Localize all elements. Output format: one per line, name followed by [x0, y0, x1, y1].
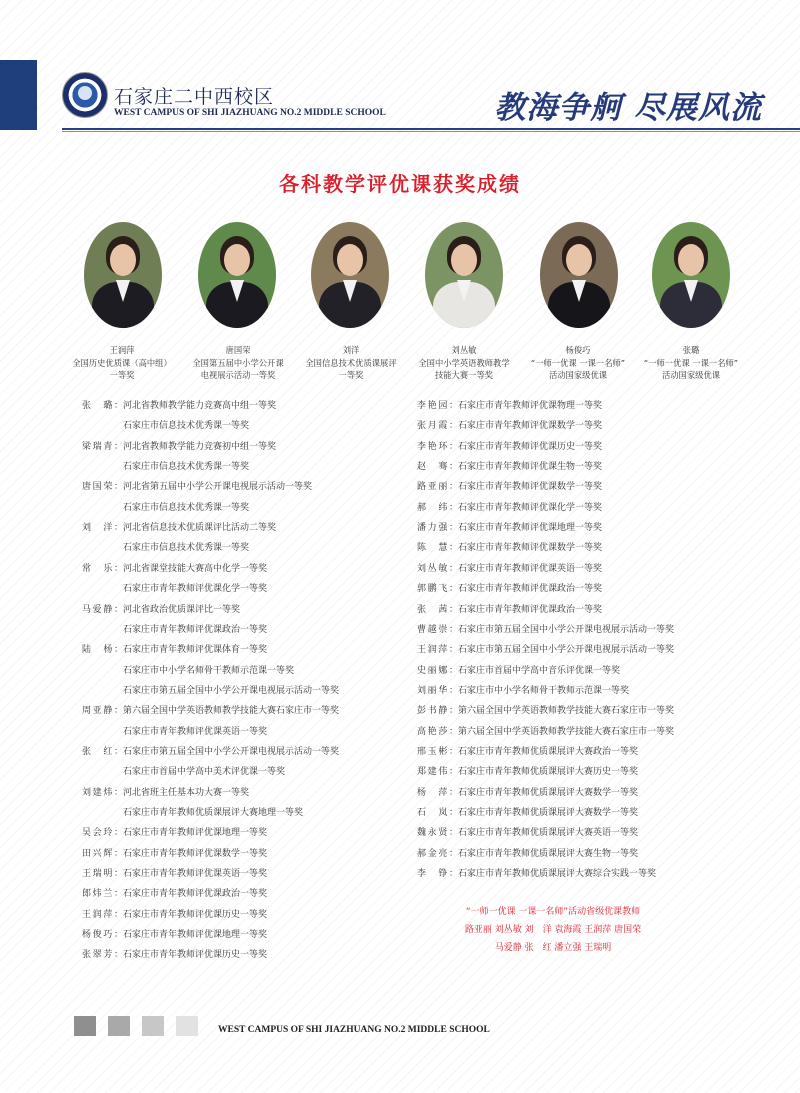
award-row: [417, 542, 602, 554]
portrait-caption: [401, 344, 527, 382]
portrait-caption: [59, 344, 185, 382]
award-teacher-name: 郝 纬：: [417, 502, 458, 513]
award-description: 石家庄市青年教师评优课数学一等奖: [123, 848, 268, 859]
award-teacher-name: 吴会玲：: [82, 828, 123, 839]
award-teacher-name: 高艳莎：: [417, 726, 458, 737]
award-row: [82, 400, 276, 412]
portrait-award-line: 全国信息技术优质课展评: [305, 357, 397, 368]
award-description: 石家庄市青年教师评优课数学一等奖: [458, 482, 603, 493]
award-description: 河北省教师教学能力竞赛初中组一等奖: [123, 441, 277, 452]
award-description: 石家庄市青年教师评优课英语一等奖: [123, 726, 268, 737]
portrait-caption: [515, 344, 641, 382]
award-description: 第六届全国中学英语教师教学技能大赛石家庄市一等奖: [458, 706, 675, 717]
award-teacher-name: 王润萍：: [417, 645, 458, 656]
award-row: [82, 807, 303, 819]
header-accent-bar: [0, 60, 37, 130]
portrait-award-line: 一等奖: [109, 370, 135, 380]
award-row: [417, 807, 638, 819]
award-teacher-name: 张 茜：: [417, 604, 458, 615]
award-teacher-name: 李 铮：: [417, 869, 458, 880]
award-description: 石家庄市中小学名师骨干教师示范课一等奖: [458, 685, 630, 696]
award-description: 石家庄市青年教师评优课地理一等奖: [458, 523, 603, 534]
award-row: [417, 644, 674, 656]
award-row: [82, 461, 249, 473]
school-logo: [62, 72, 108, 118]
portrait-photo: [84, 222, 162, 328]
footer-square: [74, 1016, 96, 1036]
portrait-photo: [311, 222, 389, 328]
award-row: [417, 726, 674, 738]
award-row: [417, 827, 638, 839]
portrait-name: 刘洋: [342, 345, 360, 355]
portrait-photo: [540, 222, 618, 328]
footer-square: [142, 1016, 164, 1036]
award-teacher-name: 赵 骞：: [417, 462, 458, 473]
portrait-award-line: 活动国家级优课: [548, 370, 608, 380]
award-teacher-name: 郭鹏飞：: [417, 584, 458, 595]
award-description: 河北省班主任基本功大赛一等奖: [123, 787, 250, 798]
award-description: 石家庄市青年教师优质课展评大赛历史一等奖: [458, 767, 639, 778]
award-description: 河北省第五届中小学公开课电视展示活动一等奖: [123, 482, 313, 493]
award-teacher-name: 路亚丽：: [417, 482, 458, 493]
award-teacher-name: 刘建炜：: [82, 787, 123, 798]
award-teacher-name: 曹越崇：: [417, 624, 458, 635]
award-description: 石家庄市青年教师评优课数学一等奖: [458, 543, 603, 554]
portrait-name: 唐国荣: [225, 345, 251, 355]
award-description: 石家庄市青年教师优质课展评大赛地理一等奖: [123, 808, 304, 818]
award-row: [82, 909, 267, 921]
award-description: 河北省政治优质课评比一等奖: [123, 604, 241, 615]
award-teacher-name: 李艳园：: [417, 401, 458, 411]
award-teacher-name: 杨 萍：: [417, 787, 458, 798]
award-description: 石家庄市青年教师优质课展评大赛数学一等奖: [458, 787, 639, 798]
portrait-photo: [198, 222, 276, 328]
award-description: 第六届全国中学英语教师教学技能大赛石家庄市一等奖: [458, 726, 675, 737]
header-divider: [62, 128, 800, 130]
award-description: 石家庄市青年教师优质课展评大赛英语一等奖: [458, 828, 639, 839]
footer-school-name: WEST CAMPUS OF SHI JIAZHUANG NO.2 MIDDLE SCHOOL: [218, 1025, 490, 1035]
award-row: [417, 685, 629, 697]
award-description: 石家庄市青年教师评优课数学一等奖: [458, 421, 603, 432]
award-row: [82, 848, 267, 860]
footer-square: [176, 1016, 198, 1036]
award-teacher-name: 张月霞：: [417, 421, 458, 432]
award-description: 石家庄市青年教师评优课英语一等奖: [123, 869, 268, 880]
award-row: [417, 746, 638, 758]
award-description: 石家庄市青年教师评优课化学一等奖: [458, 502, 603, 513]
award-row: [417, 563, 602, 575]
award-teacher-name: 王瑞明：: [82, 869, 123, 880]
award-description: 石家庄市青年教师评优课历史一等奖: [123, 909, 268, 920]
award-teacher-name: 刘丽华：: [417, 685, 458, 696]
award-description: 石家庄市青年教师评优课体育一等奖: [123, 645, 268, 656]
award-row: [82, 888, 267, 900]
award-row: [417, 461, 602, 473]
award-description: 石家庄市青年教师优质课展评大赛政治一等奖: [458, 746, 639, 757]
portrait-caption: [175, 344, 301, 382]
award-description: 石家庄市信息技术优秀课一等奖: [123, 502, 250, 513]
award-teacher-name: 郝金亮：: [417, 848, 458, 859]
award-description: 石家庄市第五届全国中小学公开课电视展示活动一等奖: [458, 645, 675, 656]
award-row: [417, 522, 602, 534]
school-name-en: WEST CAMPUS OF SHI JIAZHUANG NO.2 MIDDLE SCHOOL: [114, 108, 386, 118]
award-row: [82, 929, 267, 941]
award-teacher-name: 魏永贤：: [417, 828, 458, 839]
award-description: 石家庄市中小学名师骨干教师示范课一等奖: [123, 665, 295, 676]
award-row: [82, 441, 276, 453]
portrait-caption: [288, 344, 414, 382]
portrait-name: 刘丛敏: [451, 345, 477, 355]
portrait-award-line: 一等奖: [338, 370, 364, 380]
award-row: [82, 644, 267, 656]
award-row: [82, 827, 267, 839]
award-teacher-name: 潘力强：: [417, 523, 458, 534]
award-row: [82, 705, 339, 717]
award-teacher-name: 郎炜兰：: [82, 889, 123, 900]
award-description: 石家庄市青年教师优质课展评大赛综合实践一等奖: [458, 869, 657, 880]
award-teacher-name: 杨俊巧：: [82, 930, 123, 941]
award-row: [82, 726, 267, 738]
portrait-award-line: “一师一优课 一课一名师”: [530, 357, 626, 368]
award-teacher-name: 张 璐：: [82, 401, 123, 411]
header-divider-thin: [62, 131, 800, 132]
award-row: [82, 583, 267, 595]
award-row: [417, 848, 638, 860]
award-row: [417, 583, 602, 595]
award-description: 河北省课堂技能大赛高中化学一等奖: [123, 563, 268, 574]
award-description: 石家庄市青年教师评优课政治一等奖: [123, 889, 268, 900]
award-description: 石家庄市青年教师评优课历史一等奖: [458, 441, 603, 452]
award-teacher-name: 邢玉彬：: [417, 746, 458, 757]
award-description: 石家庄市信息技术优秀课一等奖: [123, 462, 250, 473]
award-description: 石家庄市首届中学高中美术评优课一等奖: [123, 767, 286, 778]
award-teacher-name: 梁瑞青：: [82, 441, 123, 452]
award-row: [82, 766, 285, 778]
award-row: [417, 624, 674, 636]
award-row: [82, 665, 294, 677]
portrait-award-line: 全国第五届中小学公开课: [192, 357, 284, 368]
award-row: [82, 563, 267, 575]
award-teacher-name: 石 岚：: [417, 808, 458, 818]
award-row: [82, 685, 339, 697]
award-description: 石家庄市青年教师优质课展评大赛数学一等奖: [458, 808, 639, 818]
award-row: [82, 542, 249, 554]
award-row: [417, 481, 602, 493]
award-teacher-name: 马爱静：: [82, 604, 123, 615]
award-description: 河北省教师教学能力竞赛高中组一等奖: [123, 401, 277, 411]
portrait-award-line: 活动国家级优课: [661, 370, 721, 380]
award-row: [82, 624, 267, 636]
portrait-photo: [652, 222, 730, 328]
slogan: 教海争舸 尽展风流: [494, 90, 762, 126]
award-row: [82, 949, 267, 961]
award-row: [417, 604, 602, 616]
award-row: [417, 420, 602, 432]
award-description: 石家庄市青年教师评优课生物一等奖: [458, 462, 603, 473]
award-teacher-name: 张翠芳：: [82, 950, 123, 961]
award-teacher-name: 王润萍：: [82, 909, 123, 920]
award-teacher-name: 田兴辉：: [82, 848, 123, 859]
school-name-cn: 石家庄二中西校区: [114, 86, 275, 108]
award-description: 石家庄市第五届全国中小学公开课电视展示活动一等奖: [123, 746, 340, 757]
award-row: [417, 400, 602, 412]
portrait-photo: [425, 222, 503, 328]
award-row: [82, 481, 312, 493]
award-description: 石家庄市青年教师评优课英语一等奖: [458, 563, 603, 574]
award-row: [82, 746, 339, 758]
award-row: [82, 522, 276, 534]
award-row: [417, 441, 602, 453]
award-row: [417, 787, 638, 799]
special-title: “一师一优课 一课一名师”活动省级优课教师: [465, 907, 641, 917]
award-teacher-name: 张 红：: [82, 746, 123, 757]
portrait-award-line: 全国历史优质课（高中组）: [72, 357, 172, 368]
award-row: [417, 502, 602, 514]
award-teacher-name: 陈 慧：: [417, 543, 458, 554]
award-row: [417, 705, 674, 717]
portrait-award-line: “一师一优课 一课一名师”: [643, 357, 739, 368]
award-teacher-name: 李艳环：: [417, 441, 458, 452]
award-description: 石家庄市青年教师评优课历史一等奖: [123, 950, 268, 961]
portrait-award-line: 全国中小学英语教师教学: [418, 357, 510, 368]
portrait-award-line: 技能大赛一等奖: [434, 370, 494, 380]
award-description: 石家庄市青年教师评优课化学一等奖: [123, 584, 268, 595]
portrait-caption: [628, 344, 754, 382]
award-description: 石家庄市青年教师评优课政治一等奖: [458, 604, 603, 615]
award-description: 河北省信息技术优质课评比活动二等奖: [123, 523, 277, 534]
award-description: 石家庄市第五届全国中小学公开课电视展示活动一等奖: [458, 624, 675, 635]
award-row: [82, 604, 240, 616]
award-row: [82, 868, 267, 880]
award-teacher-name: 刘 洋：: [82, 523, 123, 534]
award-description: 石家庄市青年教师优质课展评大赛生物一等奖: [458, 848, 639, 859]
footer-square: [108, 1016, 130, 1036]
award-description: 石家庄市青年教师评优课物理一等奖: [458, 401, 603, 411]
award-description: 石家庄市青年教师评优课政治一等奖: [458, 584, 603, 595]
award-row: [417, 868, 656, 880]
award-teacher-name: 郑建伟：: [417, 767, 458, 778]
award-description: 石家庄市信息技术优秀课一等奖: [123, 543, 250, 554]
portrait-name: 杨俊巧: [565, 345, 591, 355]
award-teacher-name: 常 乐：: [82, 563, 123, 574]
award-row: [417, 766, 638, 778]
award-description: 石家庄市第五届全国中小学公开课电视展示活动一等奖: [123, 685, 340, 696]
award-description: 石家庄市青年教师评优课政治一等奖: [123, 624, 268, 635]
award-row: [82, 420, 249, 432]
award-teacher-name: 周亚静：: [82, 706, 123, 717]
special-names-line2: 马爱静 张 红 潘立强 王瑞明: [494, 943, 612, 953]
award-description: 石家庄市青年教师评优课地理一等奖: [123, 828, 268, 839]
award-teacher-name: 唐国荣：: [82, 482, 123, 493]
portrait-award-line: 电视展示活动一等奖: [200, 370, 276, 380]
award-description: 第六届全国中学英语教师教学技能大赛石家庄市一等奖: [123, 706, 340, 717]
award-teacher-name: 刘丛敏：: [417, 563, 458, 574]
special-names-line1: 路亚丽 刘丛敏 刘 洋 袁海霞 王润萍 唐国荣: [464, 925, 642, 935]
award-description: 石家庄市首届中学高中音乐评优课一等奖: [458, 665, 621, 676]
award-row: [417, 665, 620, 677]
portrait-name: 王润萍: [109, 345, 135, 355]
special-section: [418, 903, 688, 957]
award-description: 石家庄市信息技术优秀课一等奖: [123, 421, 250, 432]
portrait-name: 张璐: [682, 345, 700, 355]
page-title: 各科教学评优课获奖成绩: [279, 172, 521, 196]
award-row: [82, 787, 249, 799]
award-teacher-name: 陆 杨：: [82, 645, 123, 656]
award-teacher-name: 彭书静：: [417, 706, 458, 717]
award-row: [82, 502, 249, 514]
award-teacher-name: 史丽娜：: [417, 665, 458, 676]
award-description: 石家庄市青年教师评优课地理一等奖: [123, 930, 268, 941]
